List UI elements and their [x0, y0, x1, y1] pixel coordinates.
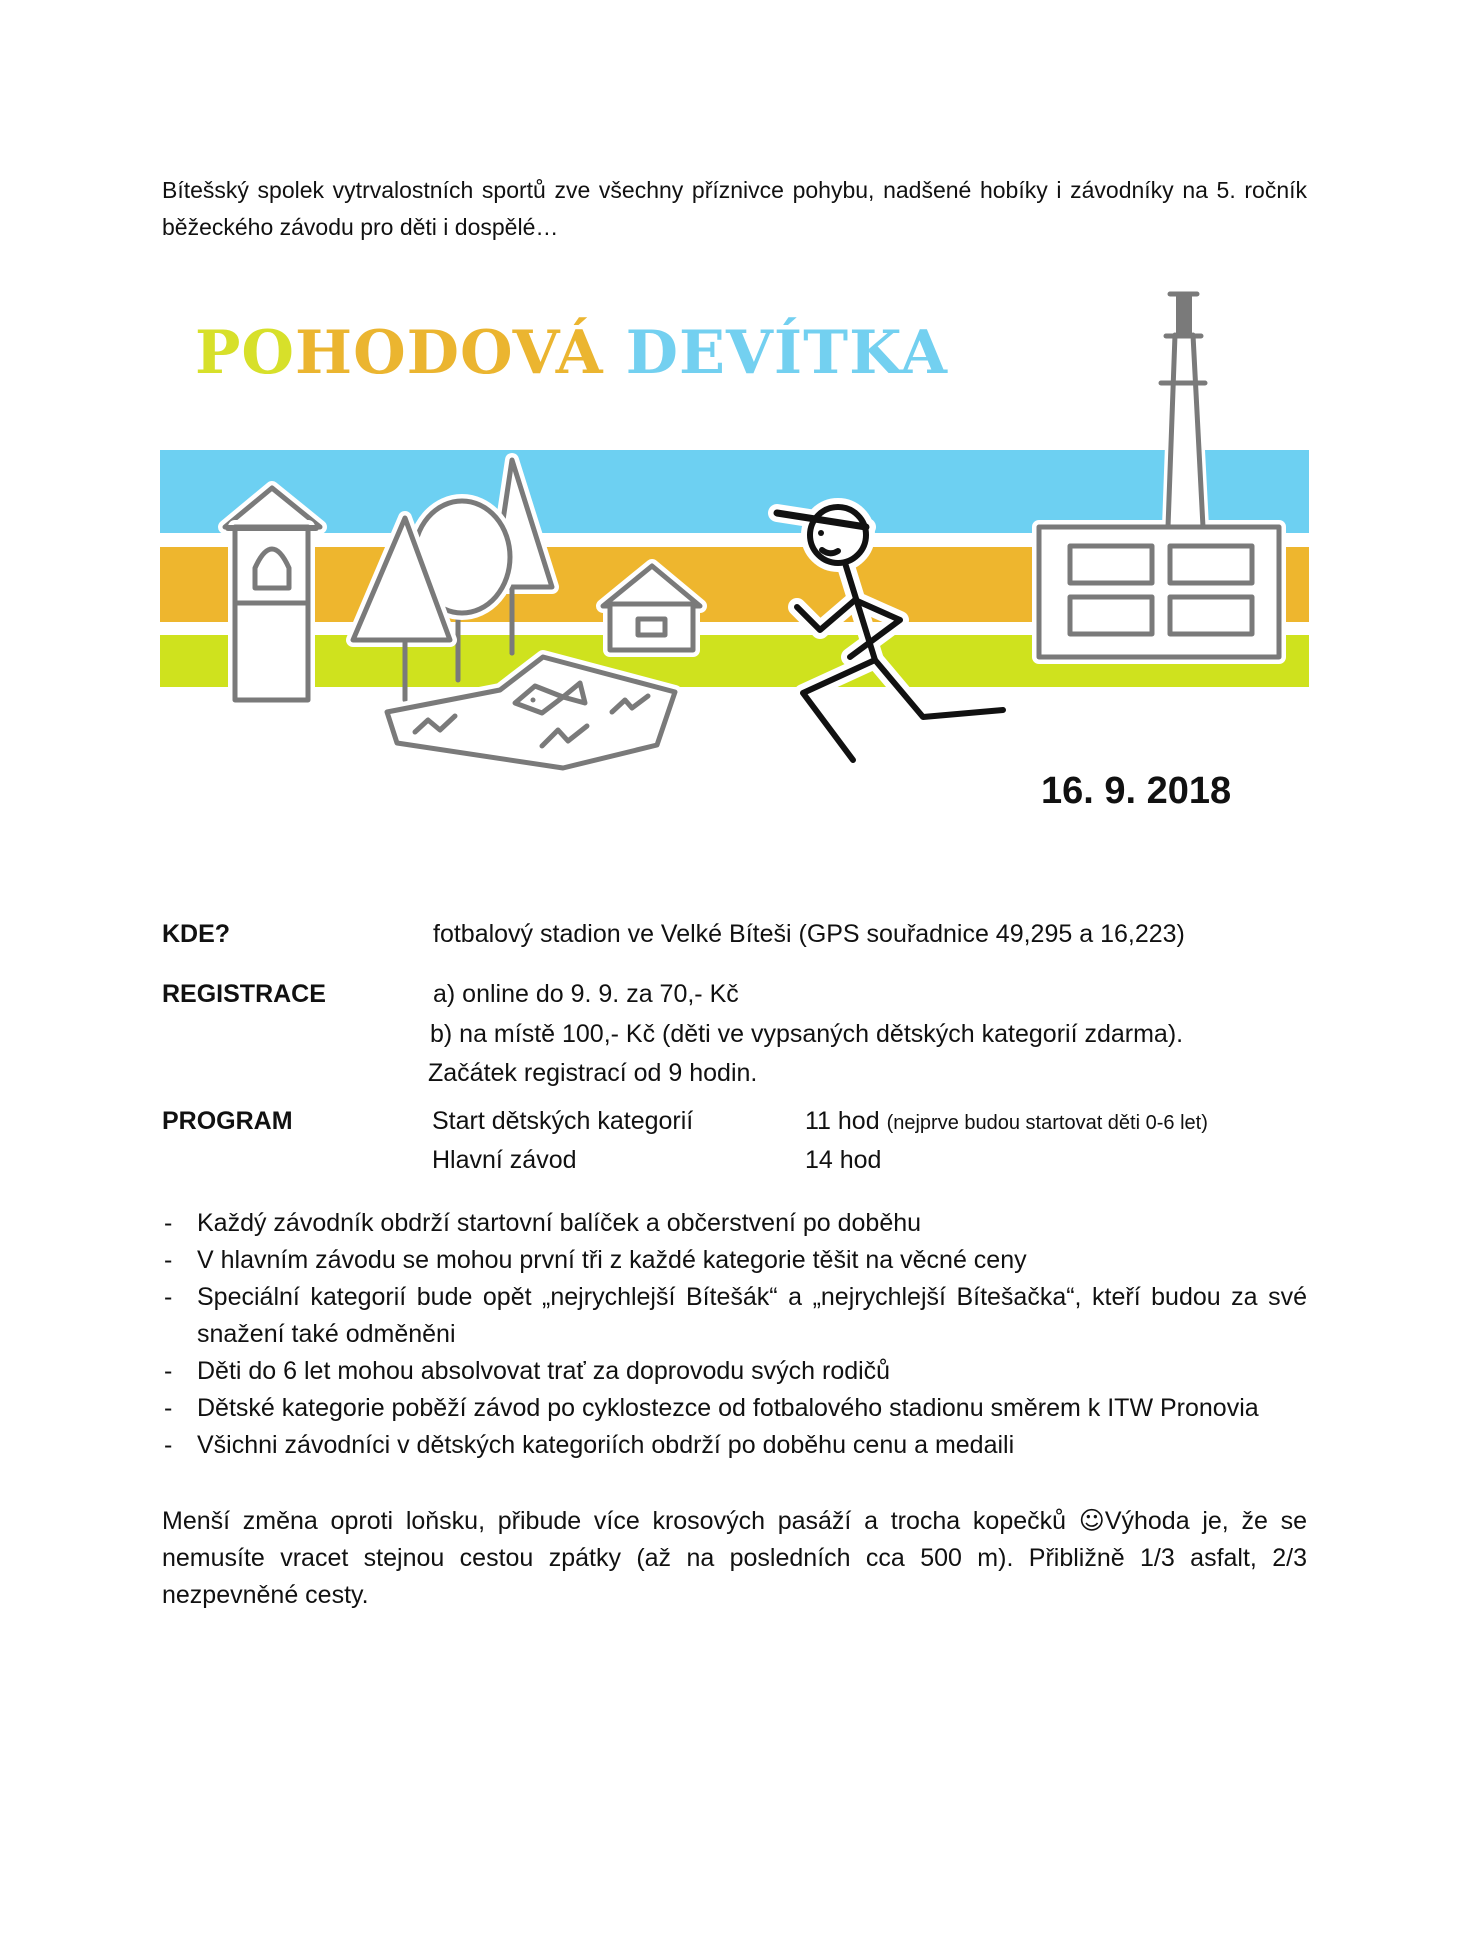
- bullet-marker: -: [164, 1209, 173, 1237]
- runner-icon: [777, 507, 1003, 760]
- banner-title-hodova: HODOVÁ: [295, 318, 602, 388]
- closing-text-start: Menší změna oproti loňsku, přibude více krosových pasáží a trocha kopečků: [162, 1507, 1079, 1535]
- program-item-note: (nejprve budou startovat děti 0-6 let): [886, 1112, 1208, 1134]
- bullet-marker: -: [164, 1283, 173, 1311]
- event-banner: [150, 280, 1320, 820]
- banner-title-space: [604, 318, 626, 388]
- program-item-time-value: 11 hod: [805, 1107, 880, 1135]
- list-item: [162, 1242, 1307, 1279]
- list-item-text: Dětské kategorie poběží závod po cyklostezce od fotbalového stadionu směrem k ITW Pronovia: [197, 1394, 1259, 1422]
- program-item-time-value: 14 hod: [805, 1146, 882, 1174]
- banner-title-devitka: DEVÍTKA: [625, 318, 946, 388]
- intro-text: Bítešský spolek vytrvalostních sportů zve všechny příznivce pohybu, nadšené hobíky i závodníky na 5. ročník běžeckého závodu pro děti i dospělé…: [162, 177, 1307, 240]
- list-item-text: Každý závodník obdrží startovní balíček a občerstvení po doběhu: [197, 1209, 922, 1237]
- bullet-marker: -: [164, 1394, 173, 1422]
- intro-paragraph: [162, 172, 1307, 246]
- kde-label: KDE?: [162, 920, 231, 948]
- closing-paragraph: [162, 1502, 1307, 1614]
- banner-title: [195, 317, 948, 388]
- registrace-start: Začátek registrací od 9 hodin.: [428, 1059, 758, 1087]
- church-tower-icon: [225, 488, 320, 700]
- list-item-text: Děti do 6 let mohou absolvovat trať za doprovodu svých rodičů: [197, 1357, 891, 1385]
- kde-value: fotbalový stadion ve Velké Bíteši (GPS souřadnice 49,295 a 16,223): [433, 920, 1185, 948]
- list-item-text: Speciální kategorií bude opět „nejrychlejší Bítešák“ a „nejrychlejší Bítešačka“, kteří budou za své snažení také odměněni: [197, 1283, 1307, 1348]
- list-item: [162, 1279, 1307, 1353]
- smiley-icon: ☺: [1078, 1506, 1105, 1535]
- program-item-name: Start dětských kategorií: [432, 1107, 694, 1135]
- program-item-time: [805, 1107, 1208, 1136]
- event-date: 16. 9. 2018: [1041, 770, 1232, 812]
- registrace-label: REGISTRACE: [162, 980, 326, 1008]
- bullet-marker: -: [164, 1246, 173, 1274]
- bullet-marker: -: [164, 1431, 173, 1459]
- registrace-online: a) online do 9. 9. za 70,- Kč: [433, 980, 739, 1008]
- list-item: [162, 1427, 1307, 1464]
- list-item-text: V hlavním závodu se mohou první tři z každé kategorie těšit na věcné ceny: [197, 1246, 1027, 1274]
- program-item-time: [805, 1146, 881, 1175]
- banner-title-po: PO: [195, 318, 295, 388]
- info-bullet-list: [162, 1205, 1307, 1464]
- list-item-text: Všichni závodníci v dětských kategoriích obdrží po doběhu cenu a medaili: [197, 1431, 1015, 1459]
- bullet-marker: -: [164, 1357, 173, 1385]
- list-item: [162, 1353, 1307, 1390]
- closing-text-end: Výhoda je, že se nemusíte vracet stejnou cestou zpátky (až na posledních cca 500 m). Přibližně 1/3 asfalt, 2/3 nezpevněné cesty.: [162, 1507, 1307, 1609]
- list-item: [162, 1390, 1307, 1427]
- program-item-name: Hlavní závod: [432, 1146, 577, 1174]
- list-item: [162, 1205, 1307, 1242]
- program-label: PROGRAM: [162, 1107, 293, 1135]
- registrace-onsite: b) na místě 100,- Kč (děti ve vypsaných dětských kategorií zdarma).: [430, 1020, 1184, 1048]
